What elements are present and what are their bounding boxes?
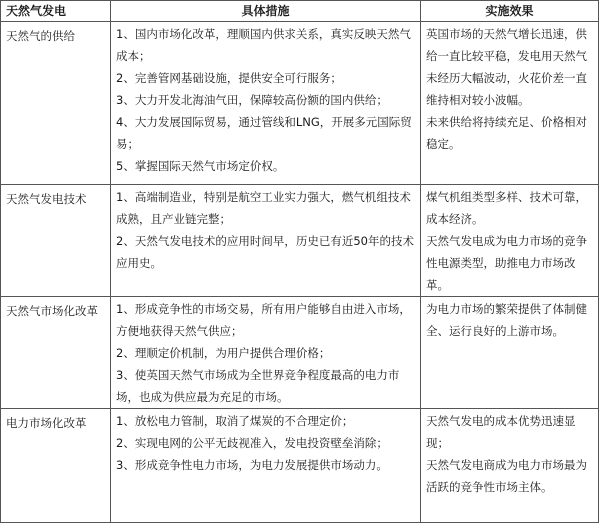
header-measures: 具体措施 bbox=[111, 1, 421, 22]
row-effects bbox=[421, 185, 599, 297]
effect-item: 为电力市场的繁荣提供了体制健全、运行良好的上游市场。 bbox=[426, 302, 587, 338]
effect-item: 英国市场的天然气增长迅速，供给一直比较平稳，发电用天然气未经历大幅波动，火花价差一直维持相对较小波幅。 bbox=[426, 27, 587, 107]
table-row bbox=[1, 22, 599, 185]
header-effects: 实施效果 bbox=[421, 1, 599, 22]
row-effects bbox=[421, 297, 599, 409]
measure-item: 1、高端制造业，特别是航空工业实力强大，燃气机组技术成熟，且产业链完整； bbox=[116, 190, 411, 226]
measure-item: 3、使英国天然气市场成为全世界竞争程度最高的电力市场，也成为供应最为充足的市场。 bbox=[116, 368, 400, 404]
row-measures bbox=[111, 185, 421, 297]
effect-item: 天然气发电商成为电力市场最为活跃的竞争性市场主体。 bbox=[426, 458, 587, 494]
effect-item: 天然气发电成为电力市场的竞争性电源类型，助推电力市场改革。 bbox=[426, 234, 587, 292]
measure-item: 1、放松电力管制，取消了煤炭的不合理定价； bbox=[116, 414, 354, 428]
table-row bbox=[1, 409, 599, 523]
measure-item: 1、国内市场化改革，理顺国内供求关系，真实反映天然气成本； bbox=[116, 27, 411, 63]
header-topic: 天然气发电 bbox=[1, 1, 111, 22]
measure-item: 2、实现电网的公平无歧视准入，发电投资壁垒消除； bbox=[116, 436, 388, 450]
measure-item: 3、形成竞争性电力市场，为电力发展提供市场动力。 bbox=[116, 458, 388, 472]
row-measures bbox=[111, 297, 421, 409]
row-topic: 天然气发电技术 bbox=[1, 185, 111, 297]
measure-item: 2、天然气发电技术的应用时间早，历史已有近50年的技术应用史。 bbox=[116, 234, 414, 270]
row-measures bbox=[111, 22, 421, 185]
measure-item: 5、掌握国际天然气市场定价权。 bbox=[116, 159, 285, 173]
table-row bbox=[1, 297, 599, 409]
measure-item: 2、理顺定价机制，为用户提供合理价格； bbox=[116, 346, 331, 360]
effect-item: 天然气发电的成本优势迅速显现； bbox=[426, 414, 576, 450]
row-topic: 电力市场化改革 bbox=[1, 409, 111, 523]
row-effects bbox=[421, 22, 599, 185]
measure-item: 4、大力发展国际贸易，通过管线和LNG，开展多元国际贸易； bbox=[116, 115, 412, 151]
header-row bbox=[1, 1, 599, 22]
measure-item: 3、大力开发北海油气田，保障较高份额的国内供给； bbox=[116, 93, 388, 107]
row-measures bbox=[111, 409, 421, 523]
measure-item: 2、完善管网基础设施，提供安全可行服务； bbox=[116, 71, 342, 85]
row-topic: 天然气的供给 bbox=[1, 22, 111, 185]
row-effects bbox=[421, 409, 599, 523]
table-row bbox=[1, 185, 599, 297]
measure-item: 1、形成竞争性的市场交易，所有用户能够自由进入市场，方便地获得天然气供应； bbox=[116, 302, 411, 338]
row-topic: 天然气市场化改革 bbox=[1, 297, 111, 409]
effect-item: 未来供给将持续充足、价格相对稳定。 bbox=[426, 115, 587, 151]
effect-item: 煤气机组类型多样、技术可靠，成本经济。 bbox=[426, 190, 587, 226]
